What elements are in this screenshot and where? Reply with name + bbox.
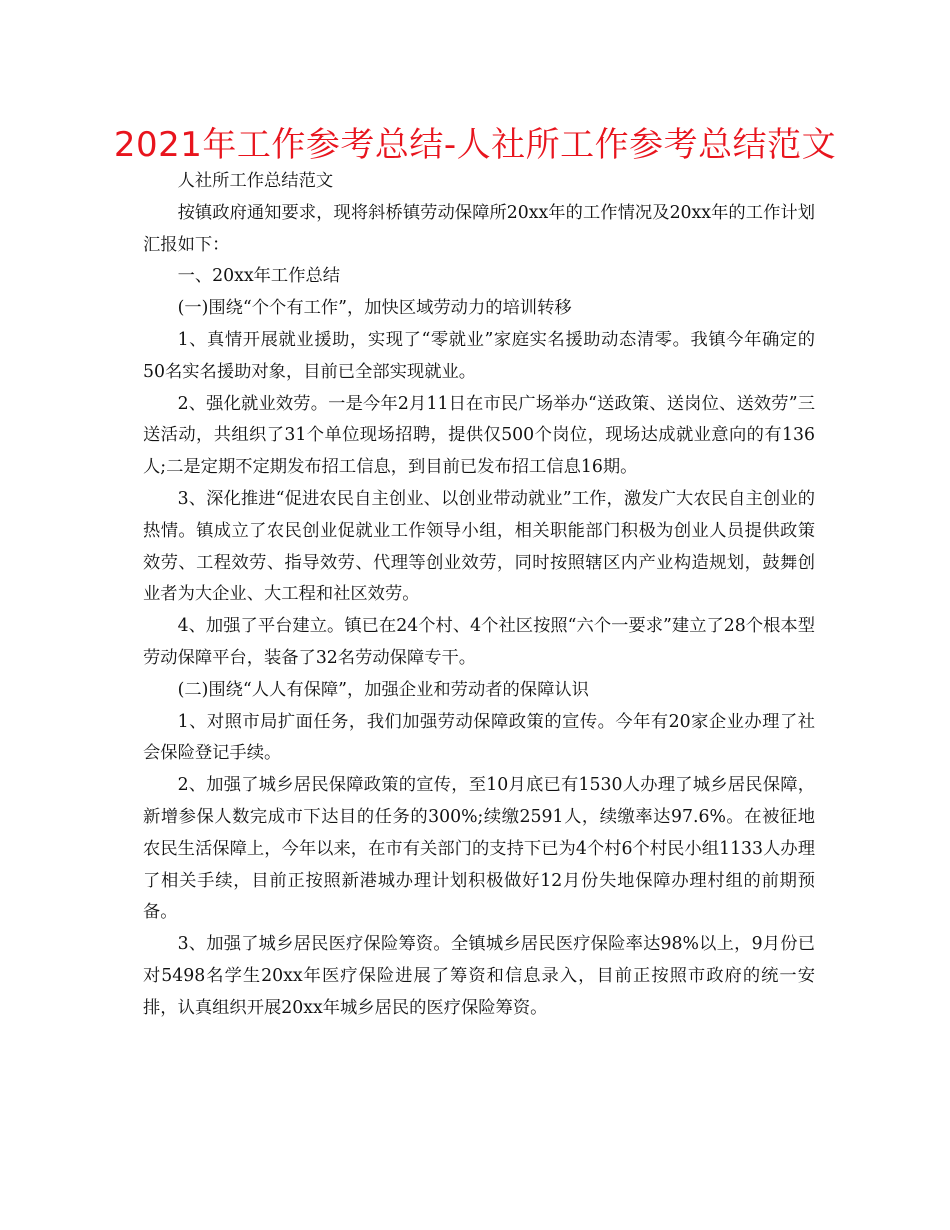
subsection-heading: (一)围绕“个个有工作”，加快区域劳动力的培训转移 <box>177 298 572 319</box>
paragraph: 1、对照市局扩面任务，我们加强劳动保障政策的宣传。今年有20家企业办理了社会保险登记手续。 <box>143 711 815 764</box>
paragraph: 1、真情开展就业援助，实现了“零就业”家庭实名援助动态清零。我镇今年确定的50名实名援助对象，目前已全部实现就业。 <box>143 329 815 382</box>
section-heading: 一、20xx年工作总结 <box>177 266 341 287</box>
subsection-heading: (二)围绕“人人有保障”，加强企业和劳动者的保障认识 <box>177 679 589 700</box>
document-body <box>143 166 815 1025</box>
paragraph: 3、深化推进“促进农民自主创业、以创业带动就业”工作，激发广大农民自主创业的热情。镇成立了农民创业促就业工作领导小组，相关职能部门积极为创业人员提供政策效劳、工程效劳、指导效劳、代理等创业效劳，同时按照辖区内产业构造规划，鼓舞创业者为大企业、大工程和社区效劳。 <box>143 488 815 605</box>
paragraph: 2、强化就业效劳。一是今年2月11日在市民广场举办“送政策、送岗位、送效劳”三送活动，共组织了31个单位现场招聘，提供仅500个岗位，现场达成就业意向的有136人;二是定期不定期发布招工信息，到目前已发布招工信息16期。 <box>143 393 815 478</box>
document-title: 2021年工作参考总结-人社所工作参考总结范文 <box>113 125 837 165</box>
paragraph: 3、加强了城乡居民医疗保险筹资。全镇城乡居民医疗保险率达98%以上，9月份已对5498名学生20xx年医疗保险进展了筹资和信息录入，目前正按照市政府的统一安排，认真组织开展20xx年城乡居民的医疗保险筹资。 <box>143 934 815 1018</box>
paragraph: 人社所工作总结范文 <box>177 171 334 191</box>
paragraph: 按镇政府通知要求，现将斜桥镇劳动保障所20xx年的工作情况及20xx年的工作计划汇报如下： <box>143 202 815 255</box>
paragraph: 2、加强了城乡居民保障政策的宣传，至10月底已有1530人办理了城乡居民保障，新增参保人数完成市下达目的任务的300%;续缴2591人，续缴率达97.6%。在被征地农民生活保障上，今年以来，在市有关部门的支持下已为4个村6个村民小组1133人办理了相关手续，目前正按照新港城办理计划积极做好12月份失地保障办理村组的前期预备。 <box>143 775 815 923</box>
paragraph: 4、加强了平台建立。镇已在24个村、4个社区按照“六个一要求”建立了28个根本型劳动保障平台，装备了32名劳动保障专干。 <box>143 616 815 668</box>
